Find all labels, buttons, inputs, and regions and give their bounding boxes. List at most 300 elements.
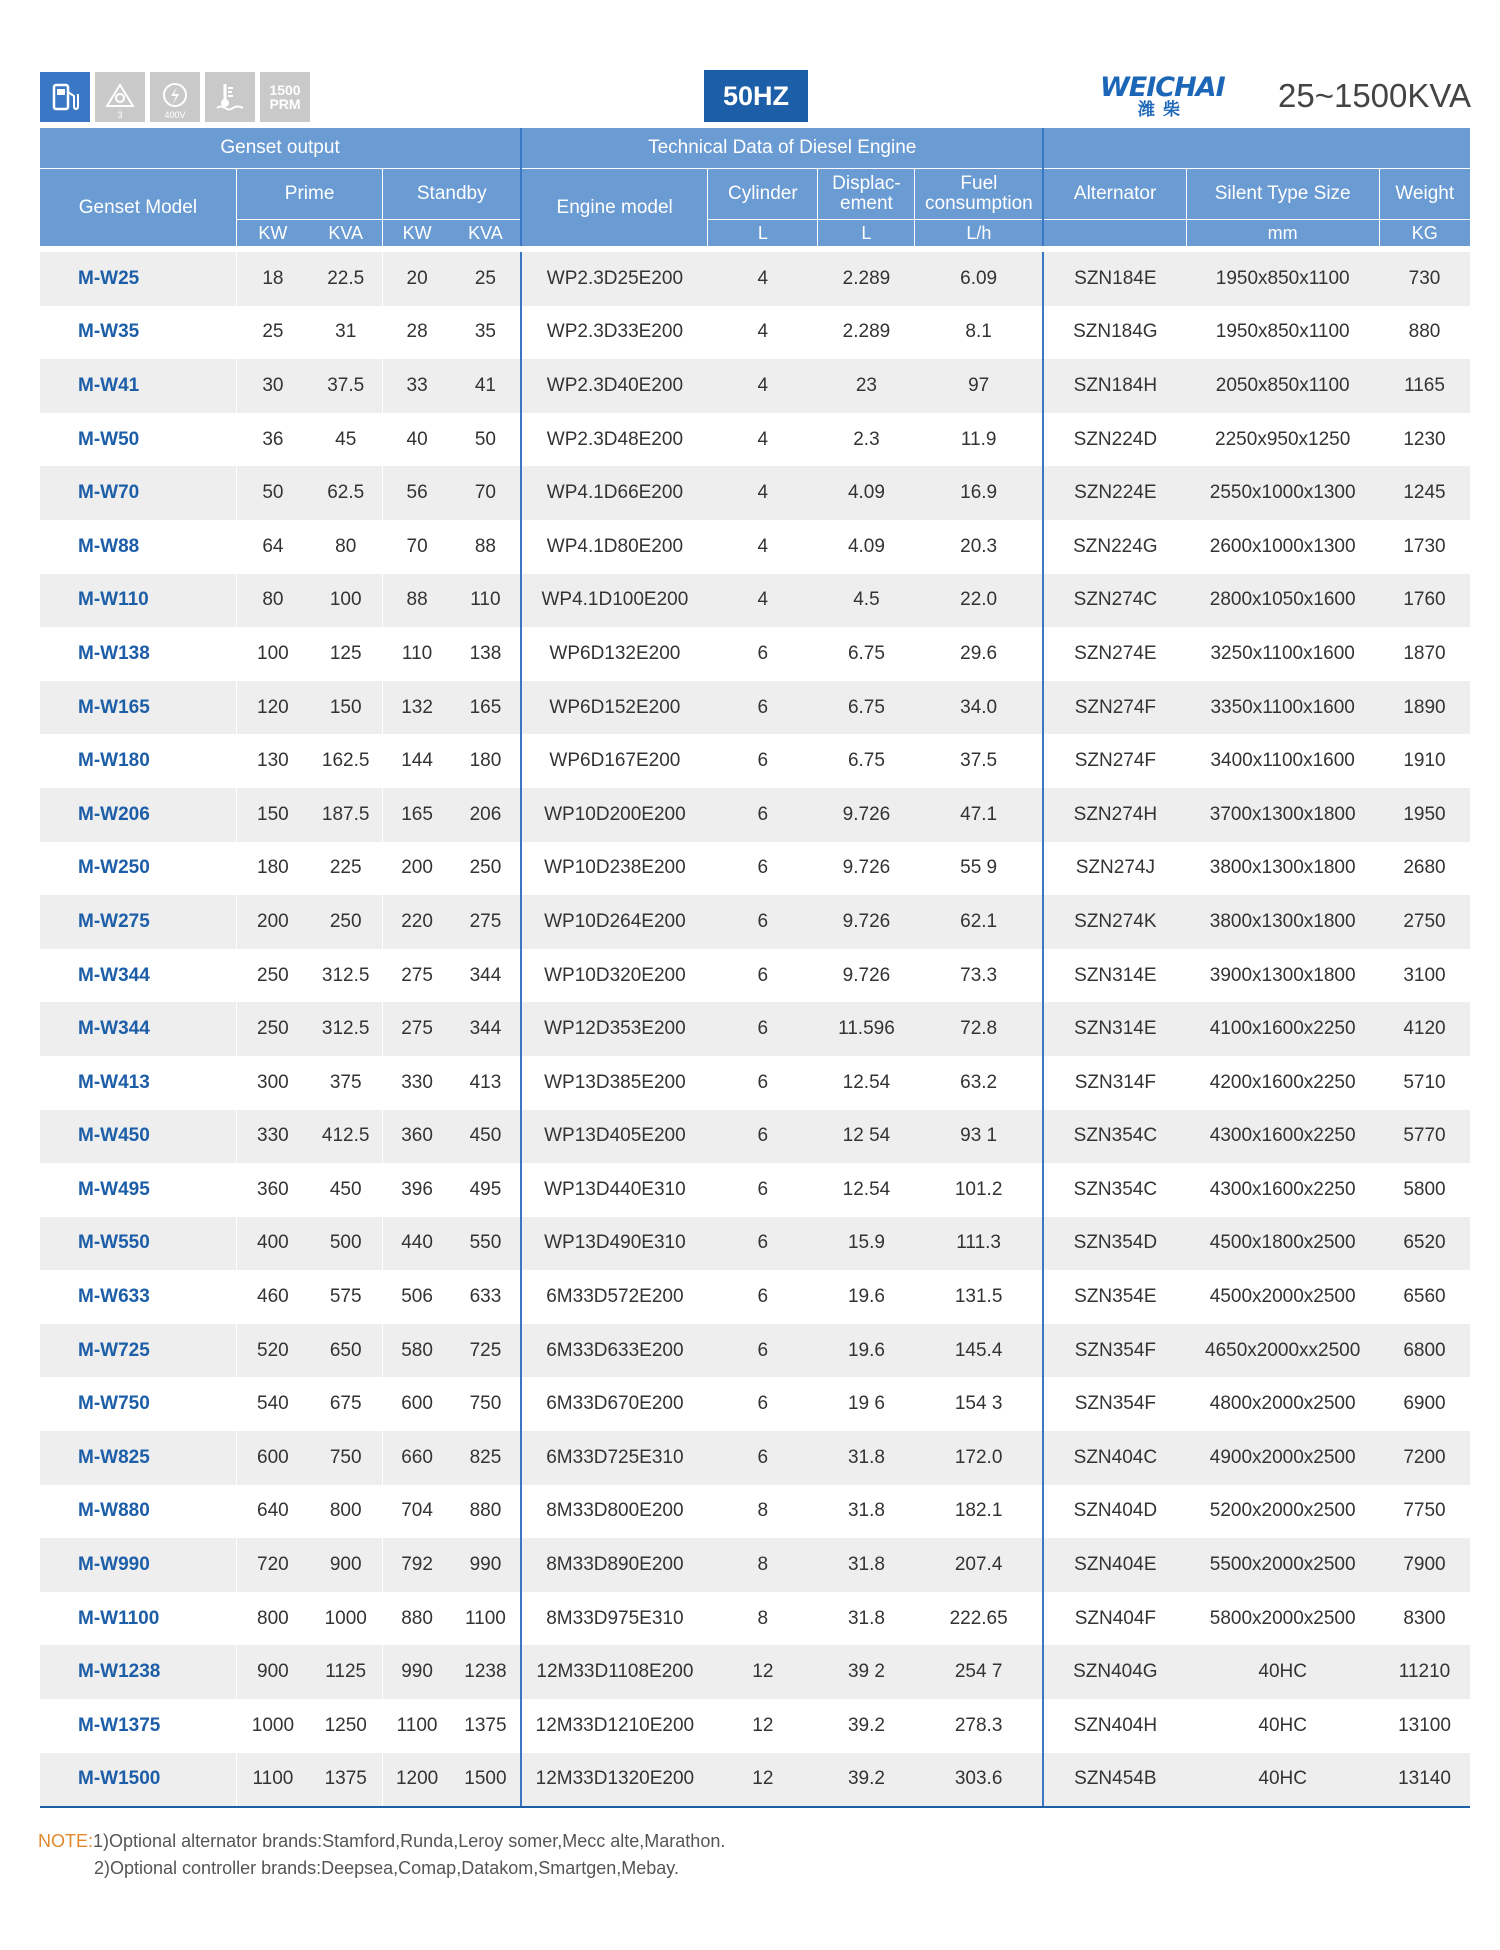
- standby-kw-cell: 40: [383, 413, 451, 467]
- standby-kw-cell: 200: [383, 842, 451, 896]
- alternator-cell: SZN274E: [1043, 627, 1186, 681]
- unit-cylinder: L: [708, 220, 818, 247]
- engine-model-cell: 6M33D572E200: [521, 1270, 708, 1324]
- silent-size-cell: 1950x850x1100: [1186, 252, 1379, 306]
- weight-cell: 1730: [1379, 520, 1470, 574]
- displacement-cell: 19 6: [818, 1377, 915, 1431]
- prime-kw-cell: 50: [236, 466, 309, 520]
- engine-model-cell: WP10D238E200: [521, 842, 708, 896]
- engine-model-cell: WP12D353E200: [521, 1002, 708, 1056]
- alternator-cell: SZN404H: [1043, 1699, 1186, 1753]
- logo-chinese: 潍柴: [1138, 100, 1188, 119]
- genset-model-cell: M-W275: [40, 895, 236, 949]
- unit-fuel: L/h: [915, 220, 1043, 247]
- engine-model-cell: 8M33D890E200: [521, 1538, 708, 1592]
- standby-kw-cell: 275: [383, 949, 451, 1003]
- weight-cell: 5710: [1379, 1056, 1470, 1110]
- fuel-consumption-cell: 145.4: [915, 1324, 1043, 1378]
- genset-model-cell: M-W206: [40, 788, 236, 842]
- note-line-2: 2)Optional controller brands:Deepsea,Comap,Datakom,Smartgen,Mebay.: [94, 1858, 679, 1878]
- standby-kva-cell: 180: [451, 734, 521, 788]
- engine-model-cell: WP6D167E200: [521, 734, 708, 788]
- genset-model-cell: M-W1500: [40, 1753, 236, 1808]
- standby-kva-cell: 1100: [451, 1592, 521, 1646]
- prime-kva-cell: 750: [309, 1431, 383, 1485]
- silent-size-cell: 3900x1300x1800: [1186, 949, 1379, 1003]
- engine-model-cell: 6M33D670E200: [521, 1377, 708, 1431]
- weight-cell: 5800: [1379, 1163, 1470, 1217]
- standby-kva-cell: 633: [451, 1270, 521, 1324]
- prime-kva-cell: 62.5: [309, 466, 383, 520]
- fuel-consumption-cell: 207.4: [915, 1538, 1043, 1592]
- genset-model-cell: M-W633: [40, 1270, 236, 1324]
- fuel-consumption-cell: 62.1: [915, 895, 1043, 949]
- silent-size-cell: 4650x2000xx2500: [1186, 1324, 1379, 1378]
- genset-model-cell: M-W344: [40, 949, 236, 1003]
- table-row: [40, 574, 1470, 628]
- engine-model-cell: 12M33D1210E200: [521, 1699, 708, 1753]
- displacement-cell: 9.726: [818, 788, 915, 842]
- silent-size-cell: 3800x1300x1800: [1186, 842, 1379, 896]
- cylinder-cell: 4: [708, 359, 818, 413]
- kva-range: 25~1500KVA: [1278, 77, 1471, 114]
- silent-size-header: Silent Type Size: [1186, 169, 1379, 220]
- cylinder-cell: 6: [708, 1110, 818, 1164]
- fuel-header: Fuel consumption: [915, 169, 1043, 220]
- fuel-consumption-cell: 73.3: [915, 949, 1043, 1003]
- fuel-consumption-cell: 97: [915, 359, 1043, 413]
- prime-kva-cell: 650: [309, 1324, 383, 1378]
- alternator-cell: SZN314F: [1043, 1056, 1186, 1110]
- standby-kva-cell: 750: [451, 1377, 521, 1431]
- prime-kw-cell: 180: [236, 842, 309, 896]
- prime-kw-cell: 100: [236, 627, 309, 681]
- alternator-cell: SZN404G: [1043, 1645, 1186, 1699]
- prime-kw-cell: 64: [236, 520, 309, 574]
- silent-size-cell: 4500x2000x2500: [1186, 1270, 1379, 1324]
- fuel-consumption-cell: 131.5: [915, 1270, 1043, 1324]
- displacement-cell: 12 54: [818, 1110, 915, 1164]
- displacement-cell: 15.9: [818, 1217, 915, 1271]
- silent-size-cell: 5200x2000x2500: [1186, 1485, 1379, 1539]
- displacement-cell: 39.2: [818, 1753, 915, 1808]
- prime-kw-cell: 25: [236, 306, 309, 360]
- table-row: [40, 1324, 1470, 1378]
- silent-size-cell: 4300x1600x2250: [1186, 1163, 1379, 1217]
- prime-kw-cell: 80: [236, 574, 309, 628]
- prime-kw-cell: 300: [236, 1056, 309, 1110]
- standby-kw-cell: 880: [383, 1592, 451, 1646]
- engine-model-cell: WP2.3D40E200: [521, 359, 708, 413]
- prime-kva-cell: 450: [309, 1163, 383, 1217]
- engine-model-cell: WP4.1D80E200: [521, 520, 708, 574]
- standby-kw-cell: 396: [383, 1163, 451, 1217]
- displacement-header: Displac-ement: [818, 169, 915, 220]
- silent-size-cell: 3800x1300x1800: [1186, 895, 1379, 949]
- engine-model-cell: WP2.3D25E200: [521, 252, 708, 306]
- prime-kva-cell: 575: [309, 1270, 383, 1324]
- displacement-cell: 9.726: [818, 895, 915, 949]
- prime-kw-cell: 540: [236, 1377, 309, 1431]
- fuel-consumption-cell: 20.3: [915, 520, 1043, 574]
- prime-kva-cell: 125: [309, 627, 383, 681]
- table-row: [40, 1538, 1470, 1592]
- engine-model-cell: 8M33D800E200: [521, 1485, 708, 1539]
- voltage-label: 400V: [164, 110, 186, 120]
- standby-kw-cell: 580: [383, 1324, 451, 1378]
- genset-model-cell: M-W50: [40, 413, 236, 467]
- prime-kw-cell: 720: [236, 1538, 309, 1592]
- fuel-consumption-cell: 8.1: [915, 306, 1043, 360]
- table-row: [40, 466, 1470, 520]
- weight-cell: 6560: [1379, 1270, 1470, 1324]
- genset-model-cell: M-W750: [40, 1377, 236, 1431]
- engine-model-cell: 12M33D1108E200: [521, 1645, 708, 1699]
- fuel-consumption-cell: 63.2: [915, 1056, 1043, 1110]
- weight-cell: 1890: [1379, 681, 1470, 735]
- displacement-cell: 2.3: [818, 413, 915, 467]
- engine-model-cell: WP6D132E200: [521, 627, 708, 681]
- genset-model-cell: M-W180: [40, 734, 236, 788]
- silent-size-cell: 3250x1100x1600: [1186, 627, 1379, 681]
- alternator-cell: SZN314E: [1043, 949, 1186, 1003]
- prime-kva-cell: 162.5: [309, 734, 383, 788]
- table-row: [40, 520, 1470, 574]
- fuel-consumption-cell: 37.5: [915, 734, 1043, 788]
- rpm-value: 1500: [269, 82, 301, 98]
- cylinder-cell: 4: [708, 252, 818, 306]
- silent-size-cell: 4800x2000x2500: [1186, 1377, 1379, 1431]
- prime-kva-cell: 500: [309, 1217, 383, 1271]
- prime-kva-cell: 900: [309, 1538, 383, 1592]
- displacement-cell: 9.726: [818, 949, 915, 1003]
- standby-kw-cell: 600: [383, 1377, 451, 1431]
- displacement-cell: 4.5: [818, 574, 915, 628]
- standby-kva-cell: 25: [451, 252, 521, 306]
- rpm-icon: [260, 72, 310, 122]
- standby-kva-cell: 1500: [451, 1753, 521, 1808]
- table-row: [40, 895, 1470, 949]
- table-row: [40, 1377, 1470, 1431]
- fuel-consumption-cell: 11.9: [915, 413, 1043, 467]
- displacement-cell: 4.09: [818, 466, 915, 520]
- cylinder-cell: 6: [708, 627, 818, 681]
- standby-kw-cell: 220: [383, 895, 451, 949]
- weichai-logo: [1100, 74, 1250, 122]
- table-row: [40, 306, 1470, 360]
- cylinder-cell: 8: [708, 1485, 818, 1539]
- cylinder-cell: 6: [708, 788, 818, 842]
- prime-kw-cell: 30: [236, 359, 309, 413]
- table-row: [40, 413, 1470, 467]
- table-row: [40, 734, 1470, 788]
- standby-kw-cell: 792: [383, 1538, 451, 1592]
- table-row: [40, 1056, 1470, 1110]
- weight-cell: 6800: [1379, 1324, 1470, 1378]
- genset-model-cell: M-W413: [40, 1056, 236, 1110]
- alternator-cell: SZN184G: [1043, 306, 1186, 360]
- standby-kw-cell: 110: [383, 627, 451, 681]
- weight-header: Weight: [1379, 169, 1470, 220]
- prime-kw-cell: 120: [236, 681, 309, 735]
- prime-kva-cell: 80: [309, 520, 383, 574]
- standby-kva-cell: 50: [451, 413, 521, 467]
- silent-size-cell: 40HC: [1186, 1645, 1379, 1699]
- table-row: [40, 1110, 1470, 1164]
- fuel-consumption-cell: 303.6: [915, 1753, 1043, 1808]
- fuel-consumption-cell: 55 9: [915, 842, 1043, 896]
- cylinder-cell: 4: [708, 520, 818, 574]
- table-row: [40, 252, 1470, 306]
- weight-cell: 1245: [1379, 466, 1470, 520]
- prime-kw-cell: 520: [236, 1324, 309, 1378]
- standby-kw-cell: 88: [383, 574, 451, 628]
- alternator-group-header: [1043, 128, 1470, 169]
- displacement-cell: 4.09: [818, 520, 915, 574]
- displacement-cell: 31.8: [818, 1485, 915, 1539]
- unit-kw: KW: [383, 220, 451, 247]
- prime-kw-cell: 1000: [236, 1699, 309, 1753]
- prime-kva-cell: 150: [309, 681, 383, 735]
- prime-kva-cell: 312.5: [309, 1002, 383, 1056]
- cylinder-cell: 6: [708, 1431, 818, 1485]
- engine-model-cell: WP2.3D48E200: [521, 413, 708, 467]
- weight-cell: 8300: [1379, 1592, 1470, 1646]
- genset-model-cell: M-W110: [40, 574, 236, 628]
- standby-kw-cell: 660: [383, 1431, 451, 1485]
- displacement-cell: 31.8: [818, 1538, 915, 1592]
- genset-model-cell: M-W344: [40, 1002, 236, 1056]
- table-row: [40, 1217, 1470, 1271]
- weight-cell: 5770: [1379, 1110, 1470, 1164]
- cylinder-cell: 6: [708, 1163, 818, 1217]
- fuel-consumption-cell: 34.0: [915, 681, 1043, 735]
- table-row: [40, 1699, 1470, 1753]
- displacement-cell: 11.596: [818, 1002, 915, 1056]
- weight-cell: 1950: [1379, 788, 1470, 842]
- table-row: [40, 1270, 1470, 1324]
- weight-cell: 13100: [1379, 1699, 1470, 1753]
- cylinder-cell: 4: [708, 466, 818, 520]
- cylinder-cell: 6: [708, 895, 818, 949]
- alternator-cell: SZN404E: [1043, 1538, 1186, 1592]
- silent-size-cell: 40HC: [1186, 1753, 1379, 1808]
- prime-kw-cell: 200: [236, 895, 309, 949]
- fuel-consumption-cell: 6.09: [915, 252, 1043, 306]
- engine-model-cell: 6M33D725E310: [521, 1431, 708, 1485]
- three-phase-label: 3: [117, 110, 123, 120]
- displacement-cell: 9.726: [818, 842, 915, 896]
- cylinder-cell: 4: [708, 306, 818, 360]
- silent-size-cell: 2050x850x1100: [1186, 359, 1379, 413]
- unit-weight: KG: [1379, 220, 1470, 247]
- genset-model-cell: M-W138: [40, 627, 236, 681]
- prime-kw-cell: 400: [236, 1217, 309, 1271]
- table-row: [40, 627, 1470, 681]
- alternator-cell: SZN354C: [1043, 1110, 1186, 1164]
- fuel-consumption-cell: 16.9: [915, 466, 1043, 520]
- fuel-consumption-cell: 72.8: [915, 1002, 1043, 1056]
- displacement-cell: 39.2: [818, 1699, 915, 1753]
- standby-kva-cell: 206: [451, 788, 521, 842]
- prime-kva-cell: 800: [309, 1485, 383, 1539]
- weight-cell: 2680: [1379, 842, 1470, 896]
- genset-model-cell: M-W725: [40, 1324, 236, 1378]
- standby-kw-cell: 704: [383, 1485, 451, 1539]
- standby-kw-cell: 165: [383, 788, 451, 842]
- weight-cell: 4120: [1379, 1002, 1470, 1056]
- standby-kva-cell: 990: [451, 1538, 521, 1592]
- fuel-consumption-cell: 111.3: [915, 1217, 1043, 1271]
- standby-kw-cell: 1200: [383, 1753, 451, 1808]
- weight-cell: 13140: [1379, 1753, 1470, 1808]
- cylinder-cell: 6: [708, 1270, 818, 1324]
- standby-kw-cell: 20: [383, 252, 451, 306]
- prime-kva-cell: 1125: [309, 1645, 383, 1699]
- prime-kw-cell: 460: [236, 1270, 309, 1324]
- alternator-cell: SZN404D: [1043, 1485, 1186, 1539]
- prime-kw-cell: 250: [236, 949, 309, 1003]
- alternator-cell: SZN274H: [1043, 788, 1186, 842]
- standby-kva-cell: 1375: [451, 1699, 521, 1753]
- prime-kva-cell: 37.5: [309, 359, 383, 413]
- silent-size-cell: 4300x1600x2250: [1186, 1110, 1379, 1164]
- genset-model-cell: M-W165: [40, 681, 236, 735]
- standby-kva-cell: 138: [451, 627, 521, 681]
- engine-data-header: Technical Data of Diesel Engine: [521, 128, 1043, 169]
- displacement-cell: 6.75: [818, 681, 915, 735]
- cylinder-cell: 6: [708, 681, 818, 735]
- silent-size-cell: 3700x1300x1800: [1186, 788, 1379, 842]
- silent-size-cell: 1950x850x1100: [1186, 306, 1379, 360]
- silent-size-cell: 4200x1600x2250: [1186, 1056, 1379, 1110]
- standby-kva-cell: 250: [451, 842, 521, 896]
- weight-cell: 7750: [1379, 1485, 1470, 1539]
- alternator-header: Alternator: [1043, 169, 1186, 220]
- logo-latin: WEICHAI: [1100, 72, 1225, 103]
- table-row: [40, 842, 1470, 896]
- weight-cell: 1230: [1379, 413, 1470, 467]
- silent-size-cell: 3400x1100x1600: [1186, 734, 1379, 788]
- cylinder-cell: 6: [708, 1377, 818, 1431]
- standby-kva-cell: 725: [451, 1324, 521, 1378]
- genset-model-cell: M-W880: [40, 1485, 236, 1539]
- fuel-consumption-cell: 154 3: [915, 1377, 1043, 1431]
- silent-size-cell: 2800x1050x1600: [1186, 574, 1379, 628]
- prime-kva-cell: 45: [309, 413, 383, 467]
- genset-model-cell: M-W1100: [40, 1592, 236, 1646]
- cylinder-cell: 6: [708, 1324, 818, 1378]
- cylinder-cell: 6: [708, 842, 818, 896]
- table-body: [40, 246, 1470, 1807]
- displacement-cell: 19.6: [818, 1270, 915, 1324]
- engine-model-cell: 12M33D1320E200: [521, 1753, 708, 1808]
- engine-model-cell: 8M33D975E310: [521, 1592, 708, 1646]
- prime-kw-cell: 600: [236, 1431, 309, 1485]
- prime-header: Prime: [236, 169, 383, 220]
- fuel-consumption-cell: 22.0: [915, 574, 1043, 628]
- silent-size-cell: 2250x950x1250: [1186, 413, 1379, 467]
- standby-kva-cell: 495: [451, 1163, 521, 1217]
- genset-model-cell: M-W1238: [40, 1645, 236, 1699]
- weight-cell: 7200: [1379, 1431, 1470, 1485]
- standby-kw-cell: 144: [383, 734, 451, 788]
- standby-kva-cell: 413: [451, 1056, 521, 1110]
- cylinder-cell: 4: [708, 574, 818, 628]
- notes: [38, 1828, 725, 1882]
- standby-kva-cell: 344: [451, 949, 521, 1003]
- alternator-cell: SZN354F: [1043, 1377, 1186, 1431]
- unit-kva: KVA: [451, 220, 521, 247]
- standby-kva-cell: 88: [451, 520, 521, 574]
- standby-kw-cell: 33: [383, 359, 451, 413]
- alternator-cell: SZN454B: [1043, 1753, 1186, 1808]
- genset-model-cell: M-W1375: [40, 1699, 236, 1753]
- weight-cell: 7900: [1379, 1538, 1470, 1592]
- note-text-1: 1)Optional alternator brands:Stamford,Runda,Leroy somer,Mecc alte,Marathon.: [93, 1831, 726, 1851]
- engine-model-cell: WP4.1D100E200: [521, 574, 708, 628]
- prime-kva-cell: 375: [309, 1056, 383, 1110]
- spec-table: [40, 128, 1470, 1808]
- engine-model-cell: WP10D264E200: [521, 895, 708, 949]
- prime-kva-cell: 31: [309, 306, 383, 360]
- table-row: [40, 788, 1470, 842]
- silent-size-cell: 4500x1800x2500: [1186, 1217, 1379, 1271]
- displacement-cell: 39 2: [818, 1645, 915, 1699]
- displacement-cell: 2.289: [818, 252, 915, 306]
- table-row: [40, 1753, 1470, 1808]
- genset-model-cell: M-W88: [40, 520, 236, 574]
- engine-model-cell: WP6D152E200: [521, 681, 708, 735]
- table-row: [40, 1645, 1470, 1699]
- silent-size-cell: 3350x1100x1600: [1186, 681, 1379, 735]
- feature-icons: [40, 72, 310, 122]
- fuel-consumption-cell: 29.6: [915, 627, 1043, 681]
- silent-size-cell: 5500x2000x2500: [1186, 1538, 1379, 1592]
- cylinder-cell: 12: [708, 1699, 818, 1753]
- standby-kw-cell: 1100: [383, 1699, 451, 1753]
- standby-kva-cell: 35: [451, 306, 521, 360]
- fuel-consumption-cell: 93 1: [915, 1110, 1043, 1164]
- engine-model-header: Engine model: [521, 169, 708, 247]
- standby-kva-cell: 1238: [451, 1645, 521, 1699]
- table-row: [40, 1431, 1470, 1485]
- weight-cell: 11210: [1379, 1645, 1470, 1699]
- cylinder-cell: 12: [708, 1645, 818, 1699]
- standby-kva-cell: 70: [451, 466, 521, 520]
- fuel-consumption-cell: 254 7: [915, 1645, 1043, 1699]
- engine-model-cell: WP10D320E200: [521, 949, 708, 1003]
- top-bar: [40, 70, 1470, 128]
- standby-kw-cell: 990: [383, 1645, 451, 1699]
- standby-header: Standby: [383, 169, 521, 220]
- weight-cell: 730: [1379, 252, 1470, 306]
- standby-kva-cell: 41: [451, 359, 521, 413]
- fuel-pump-icon: [40, 72, 90, 122]
- standby-kw-cell: 28: [383, 306, 451, 360]
- displacement-cell: 12.54: [818, 1163, 915, 1217]
- displacement-cell: 6.75: [818, 627, 915, 681]
- displacement-cell: 12.54: [818, 1056, 915, 1110]
- weight-cell: 1870: [1379, 627, 1470, 681]
- alternator-cell: SZN404F: [1043, 1592, 1186, 1646]
- fuel-consumption-cell: 222.65: [915, 1592, 1043, 1646]
- alternator-cell: SZN354F: [1043, 1324, 1186, 1378]
- engine-model-cell: WP13D405E200: [521, 1110, 708, 1164]
- table-row: [40, 1002, 1470, 1056]
- water-cooled-icon: [205, 72, 255, 122]
- table-row: [40, 681, 1470, 735]
